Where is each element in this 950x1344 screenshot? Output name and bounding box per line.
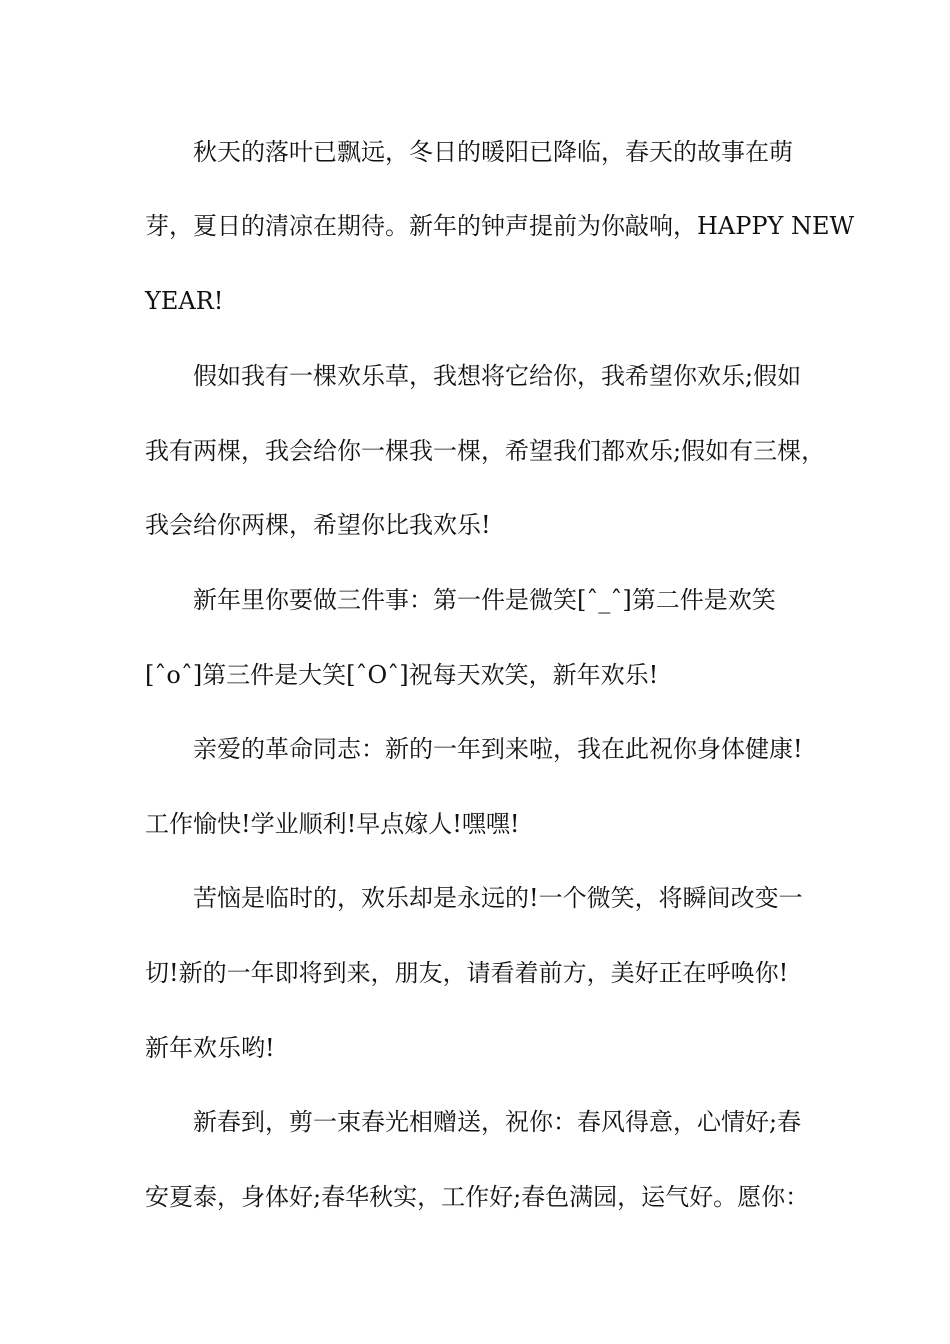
paragraph-3-line-1: 新年里你要做三件事：第一件是微笑[ˆ_ˆ]第二件是欢笑 [193, 586, 776, 614]
paragraph-4-line-1: 亲爱的革命同志：新的一年到来啦，我在此祝你身体健康! [193, 735, 803, 763]
paragraph-6-line-1: 新春到，剪一束春光相赠送，祝你：春风得意，心情好;春 [193, 1108, 802, 1136]
paragraph-5-line-3: 新年欢乐哟! [145, 1034, 275, 1062]
paragraph-2-line-2: 我有两棵，我会给你一棵我一棵，希望我们都欢乐;假如有三棵， [145, 437, 826, 465]
paragraph-5-line-2: 切!新的一年即将到来，朋友，请看着前方，美好正在呼唤你! [145, 959, 789, 987]
paragraph-3-line-2: [ˆoˆ]第三件是大笑[ˆOˆ]祝每天欢笑，新年欢乐! [145, 661, 659, 689]
paragraph-1-line-2: 芽，夏日的清凉在期待。新年的钟声提前为你敲响，HAPPY NEW [145, 212, 855, 240]
paragraph-4-line-2: 工作愉快!学业顺利!早点嫁人!嘿嘿! [145, 810, 520, 838]
paragraph-2-line-3: 我会给你两棵，希望你比我欢乐! [145, 511, 491, 539]
paragraph-5-line-1: 苦恼是临时的，欢乐却是永远的!一个微笑，将瞬间改变一 [193, 884, 803, 912]
paragraph-1-line-1: 秋天的落叶已飘远，冬日的暖阳已降临，春天的故事在萌 [193, 138, 793, 166]
paragraph-1-line-3: YEAR! [145, 287, 224, 315]
paragraph-6-line-2: 安夏泰，身体好;春华秋实，工作好;春色满园，运气好。愿你： [145, 1183, 810, 1211]
paragraph-2-line-1: 假如我有一棵欢乐草，我想将它给你，我希望你欢乐;假如 [193, 362, 802, 390]
